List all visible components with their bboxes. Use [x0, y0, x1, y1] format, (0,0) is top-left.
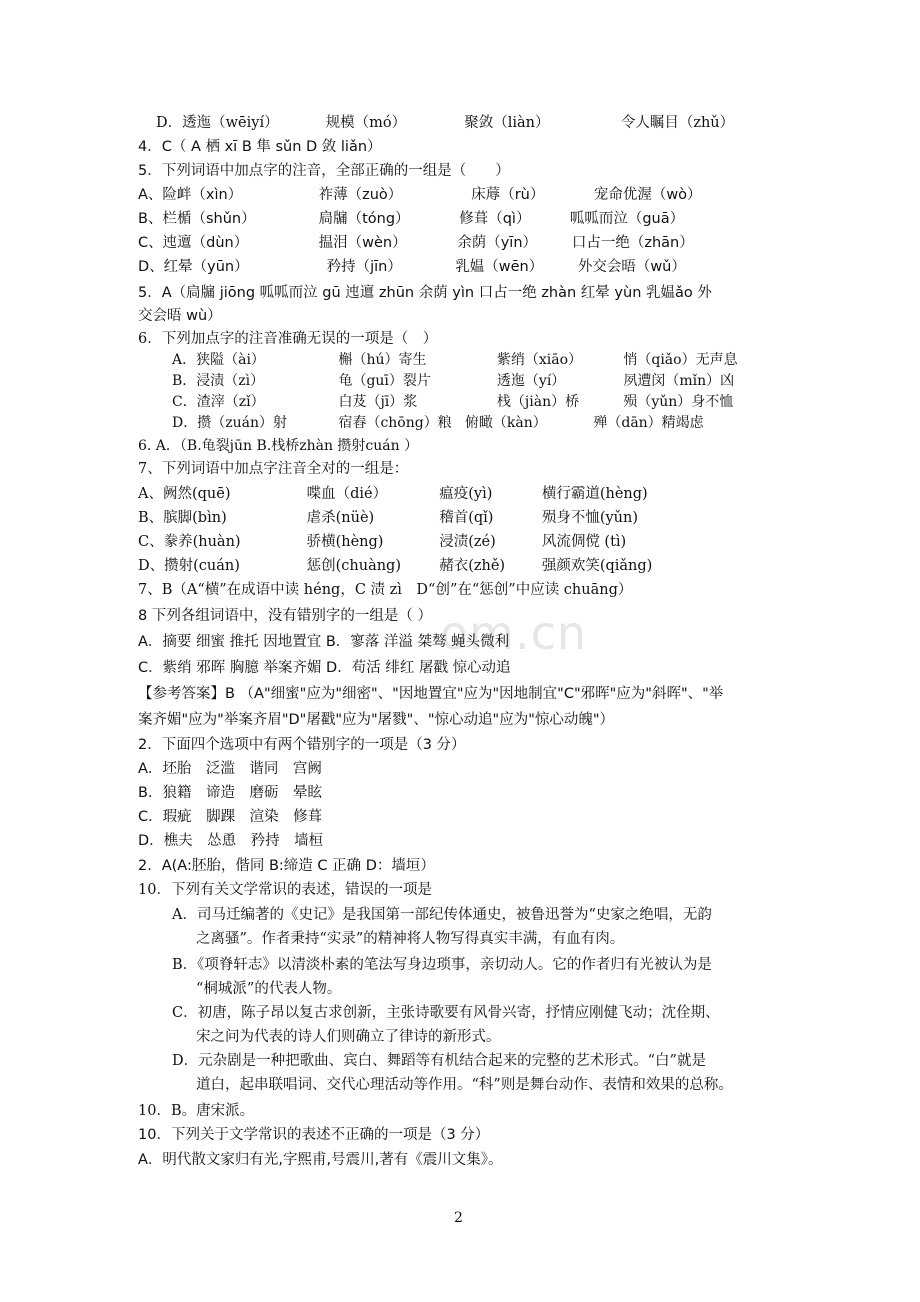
option-line: A．摘要 细蜜 推托 因地置宜 B．寥落 洋溢 桀骜 蝇头微利 [138, 634, 510, 650]
option-cell: 殚（dān）精竭虑 [593, 415, 704, 431]
option-cell: 令人瞩目（zhǔ） [620, 115, 735, 131]
option-cell: 骄横(hèng) [306, 534, 384, 550]
option-cell: 口占一绝（zhān） [571, 235, 694, 251]
option-row [138, 532, 626, 552]
option-cell: 扃牖（tóng） [318, 211, 410, 227]
question-line: 8 下列各组词语中，没有错别字的一组是（ ） [138, 608, 432, 624]
option-cell: 俯瞰（kàn） [464, 415, 547, 431]
option-line: A．司马迁编著的《史记》是我国第一部纪传体通史，被鲁迅誉为“史家之绝唱，无韵 [172, 907, 712, 923]
option-row [138, 209, 684, 229]
option-line: C．紫绡 邪晖 胸臆 举案齐媚 D．苟活 绯红 屠戳 惊心动追 [138, 660, 511, 676]
answer-line: 交会晤 wù） [138, 308, 222, 324]
option-cell: A．狭隘（ài） [172, 352, 265, 368]
option-row [172, 392, 733, 412]
option-cell: 紫绡（xiāo） [496, 352, 583, 368]
option-line-cont: 之离骚”。作者秉持“实录”的精神将人物写得真实丰满，有血有肉。 [196, 931, 625, 947]
option-line-cont: 道白，起串联唱词、交代心理活动等作用。“科”则是舞台动作、表情和效果的总称。 [196, 1077, 733, 1093]
answer-line: 【参考答案】B （A"细蜜"应为"细密"、"因地置宜"应为"因地制宜"C"邪晖"应为"斜晖"、"举 [138, 686, 724, 702]
option-cell: 殒（yǔn）身不恤 [623, 394, 734, 410]
option-cell: 虐杀(nüè) [306, 510, 375, 526]
page-number: 2 [454, 1210, 463, 1226]
option-cell: 栈（jiàn）桥 [496, 394, 580, 410]
option-line: A．坯胎 泛滥 谐同 宫阙 [138, 761, 322, 777]
question-line: 10．下列关于文学常识的表述不正确的一项是（3 分） [138, 1127, 490, 1143]
option-cell: 呱呱而泣（guā） [569, 211, 685, 227]
option-cell: 祚薄（zuò） [318, 187, 403, 203]
option-cell: 夙遭闵（mǐn）凶 [623, 373, 735, 389]
option-line: B．《项脊轩志》以清淡朴素的笔法写身边琐事，亲切动人。它的作者归有光被认为是 [172, 957, 712, 973]
answer-line: 7、B（A“横”在成语中读 héng，C 渍 zì D“创”在“惩创”中应读 chuāng） [138, 582, 633, 598]
option-row [138, 508, 638, 528]
option-cell: D、攒射(cuán) [138, 558, 240, 574]
option-cell: 乳媪（wēn） [455, 259, 544, 275]
answer-line: 2．A(A:胚胎，偕同 B:缔造 C 正确 D：墙垣） [138, 858, 435, 874]
option-cell: B、栏楯（shǔn） [138, 211, 256, 227]
option-cell: D．透迤（wēiyí） [156, 115, 279, 131]
option-line: D．元杂剧是一种把歌曲、宾白、舞蹈等有机结合起来的完整的艺术形式。“白”就是 [172, 1053, 706, 1069]
option-cell: 悄（qiǎo）无声息 [623, 352, 738, 368]
option-cell: 龟（guī）裂片 [338, 373, 431, 389]
option-row [172, 371, 734, 391]
option-line: A．明代散文家归有光,字熙甫,号震川,著有《震川文集》。 [138, 1152, 503, 1168]
option-line: C．初唐，陈子昂以复古求创新，主张诗歌要有风骨兴寄，抒情应刚健飞动；沈佺期、 [172, 1005, 720, 1021]
option-cell: 宿舂（chōng）粮 [338, 415, 452, 431]
option-line: C．瑕疵 脚踝 渲染 修葺 [138, 809, 323, 825]
option-cell: B．浸渍（zì） [172, 373, 265, 389]
option-cell: 横行霸道(hèng) [541, 486, 648, 502]
option-line: D．樵夫 怂恿 矜持 墙桓 [138, 833, 324, 849]
option-cell: 赭衣(zhě) [439, 558, 506, 574]
answer-line: 5．A（扃牖 jiōng 呱呱而泣 gū 迍邅 zhūn 余荫 yìn 口占一绝 zhàn 红晕 yùn 乳媪ǎo 外 [138, 285, 712, 301]
option-row [156, 113, 734, 133]
option-cell: 聚敛（liàn） [464, 115, 550, 131]
option-cell: 浸渍(zé) [439, 534, 496, 550]
option-cell: 稽首(qǐ) [439, 510, 494, 526]
option-row [172, 413, 704, 433]
option-row [138, 556, 652, 576]
answer-line: 案齐媚"应为"举案齐眉"D"屠戳"应为"屠戮"、"惊心动追"应为"惊心动魄"） [138, 712, 615, 728]
option-row [138, 233, 694, 253]
question-line: 10．下列有关文学常识的表述，错误的一项是 [138, 882, 432, 898]
option-cell: 白芨（jī）浆 [338, 394, 418, 410]
option-cell: C、迍邅（dùn） [138, 235, 249, 251]
option-cell: 余荫（yīn） [457, 235, 538, 251]
option-line-cont: 宋之问为代表的诗人们则确立了律诗的新形式。 [196, 1029, 501, 1045]
answer-line: 6. A．（B.龟裂jūn B.栈桥zhàn 攒射cuán ） [138, 438, 419, 454]
option-cell: D．攒（zuán）射 [172, 415, 287, 431]
question-line: 2．下面四个选项中有两个错别字的一项是（3 分） [138, 737, 466, 753]
option-cell: 槲（hú）寄生 [338, 352, 427, 368]
answer-line: 4．C（ A 栖 xī B 隼 sǔn D 敛 liǎn） [138, 139, 382, 155]
option-cell: 宠命优渥（wò） [593, 187, 702, 203]
question-line: 6．下列加点字的注音准确无误的一项是（ ） [138, 331, 438, 347]
option-row [172, 350, 738, 370]
question-line: 7、下列词语中加点字注音全对的一组是： [138, 461, 409, 477]
option-cell: 喋血（dié） [306, 486, 388, 502]
option-cell: 殒身不恤(yǔn) [541, 510, 639, 526]
option-cell: C．渣滓（zǐ） [172, 394, 265, 410]
option-cell: 矜持（jīn） [326, 259, 402, 275]
option-cell: C、豢养(huàn) [138, 534, 241, 550]
option-cell: 揾泪（wèn） [318, 235, 407, 251]
option-cell: 规模（mó） [325, 115, 407, 131]
option-cell: 床蓐（rù） [471, 187, 545, 203]
option-cell: 强颜欢笑(qiǎng) [541, 558, 653, 574]
answer-line: 10．B。唐宋派。 [138, 1103, 255, 1119]
option-cell: 外交会晤（wǔ） [577, 259, 686, 275]
option-cell: B、膑脚(bìn) [138, 510, 227, 526]
option-cell: A、阙然(quē) [138, 486, 231, 502]
option-cell: D、红晕（yūn） [138, 259, 249, 275]
question-line: 5．下列词语中加点字的注音，全部正确的一组是（ ） [138, 163, 510, 179]
option-cell: A、险衅（xìn） [138, 187, 243, 203]
option-line-cont: “桐城派”的代表人物。 [196, 981, 342, 997]
watermark: om.cn [440, 606, 588, 660]
option-cell: 风流倜傥 (tì) [541, 534, 627, 550]
option-cell: 瘟疫(yì) [439, 486, 493, 502]
option-cell: 修葺（qì） [459, 211, 531, 227]
option-row [138, 257, 686, 277]
option-cell: 透迤（yí） [496, 373, 566, 389]
option-row [138, 185, 702, 205]
option-line: B．狼籍 谛造 磨砺 晕眩 [138, 785, 322, 801]
option-cell: 惩创(chuàng) [306, 558, 401, 574]
option-row [138, 484, 648, 504]
